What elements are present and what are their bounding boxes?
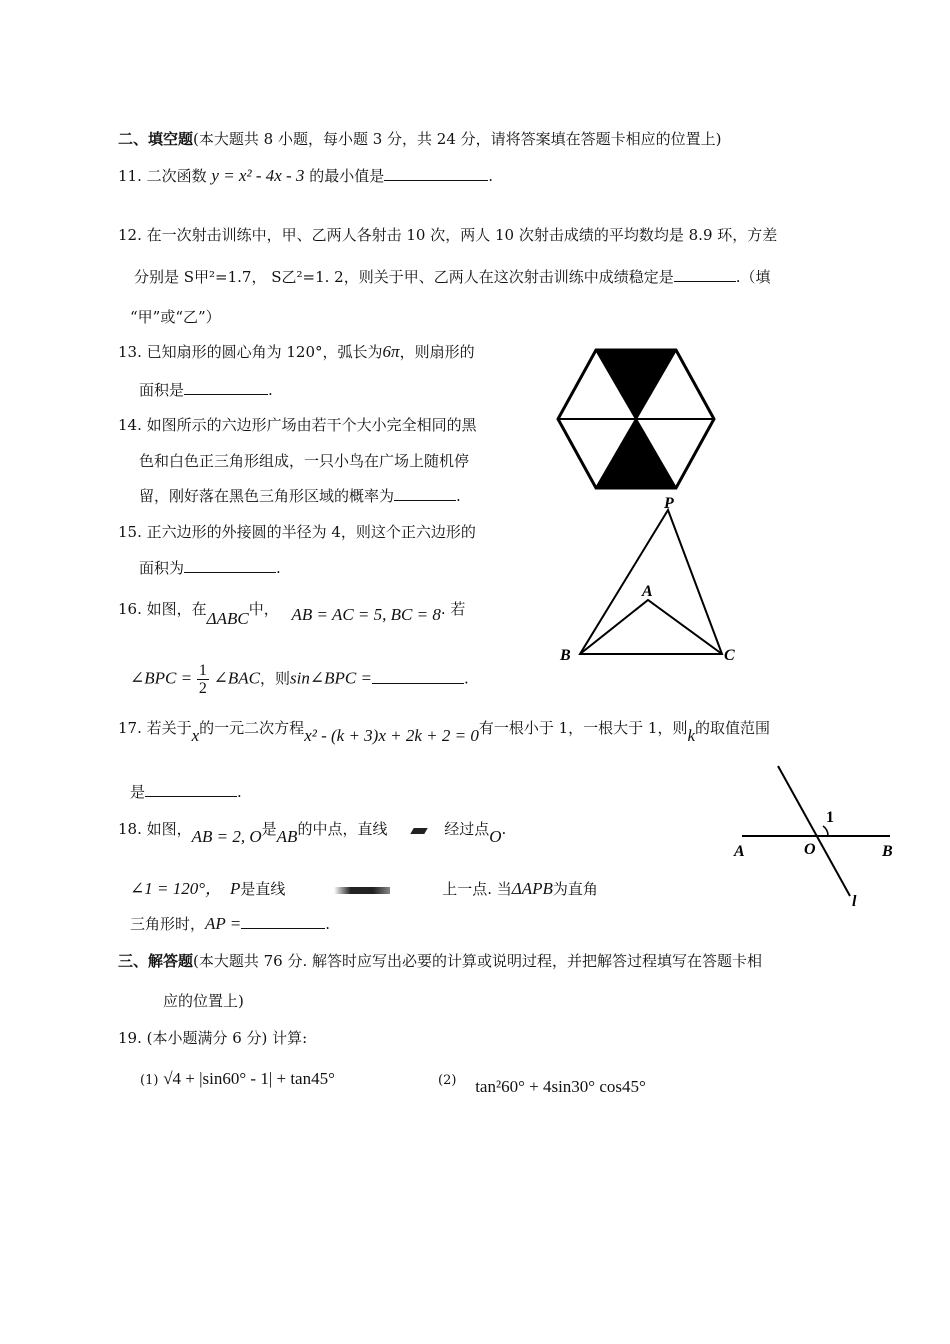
q16-line2 bbox=[130, 662, 469, 697]
line-figure bbox=[730, 760, 900, 910]
line-l bbox=[778, 766, 850, 896]
q16-condition: AB = AC = 5, BC = 8 bbox=[291, 605, 441, 624]
q17-var-x: x bbox=[191, 726, 200, 745]
q16-prefix: 16. 如图，在 bbox=[118, 600, 207, 618]
q13-arc: 6π bbox=[382, 342, 400, 361]
q13-line1-text: 13. 已知扇形的圆心角为 120°，弧长为 bbox=[118, 343, 383, 361]
q17-mid: 的一元二次方程 bbox=[199, 719, 305, 737]
q13-line2 bbox=[139, 379, 273, 401]
hex-black-triangle-top bbox=[596, 350, 676, 419]
section-2-line bbox=[118, 128, 722, 150]
label-angle-1: 1 bbox=[826, 809, 834, 826]
q16-mid: 中， bbox=[248, 600, 279, 618]
q15-line2-text: 面积为 bbox=[139, 559, 185, 577]
q18-line3-text: 三角形时， bbox=[130, 915, 206, 933]
label-line-l: l bbox=[852, 893, 857, 910]
section-3-desc1: (本大题共 76 分. 解答时应写出必要的计算或说明过程，并把解答过程填写在答题卡相 bbox=[193, 952, 763, 970]
q12-line2-end: .（填 bbox=[735, 268, 771, 286]
q18-answer-blank[interactable] bbox=[241, 914, 325, 929]
triangle-pbc bbox=[580, 510, 722, 654]
q18-point-p: P bbox=[230, 879, 241, 898]
q17-prefix: 17. 若关于 bbox=[118, 719, 192, 737]
q17-line1 bbox=[118, 717, 771, 745]
q16-line1 bbox=[118, 598, 466, 628]
hex-black-triangle-bottom bbox=[596, 419, 676, 488]
q11-end: . bbox=[488, 167, 494, 185]
q15-line2 bbox=[139, 557, 281, 579]
q18-on: 是直线 bbox=[240, 880, 286, 898]
q15-line1: 15. 正六边形的外接圆的半径为 4，则这个正六边形的 bbox=[118, 523, 476, 541]
label-b: B bbox=[560, 647, 571, 664]
q17-end: . bbox=[237, 783, 242, 801]
label-line-a: A bbox=[734, 843, 745, 860]
q19-part1 bbox=[140, 1068, 335, 1092]
line-l-glyph-icon-2 bbox=[334, 887, 390, 894]
section-3-desc2: 应的位置上) bbox=[163, 992, 244, 1010]
q13-answer-blank[interactable] bbox=[184, 380, 268, 395]
q14-line1: 14. 如图所示的六边形广场由若干个大小完全相同的黑 bbox=[118, 416, 477, 434]
q18-condition: AB = 2, O bbox=[191, 827, 262, 846]
q13-line1 bbox=[118, 341, 475, 363]
q18-point: 上一点. 当 bbox=[442, 880, 512, 898]
q17-line2 bbox=[130, 781, 242, 803]
q13-end: . bbox=[268, 381, 273, 399]
q19-part2 bbox=[438, 1068, 646, 1096]
section-2-heading: 二、填空题 bbox=[118, 130, 194, 148]
label-line-b: B bbox=[882, 843, 893, 860]
q14-line3-text: 留，刚好落在黑色三角形区域的概率为 bbox=[139, 487, 395, 505]
q11-suffix: 的最小值是 bbox=[309, 167, 385, 185]
q18-line3 bbox=[130, 913, 330, 935]
q16-end1: . 若 bbox=[440, 600, 466, 618]
q19-part2-label: (2) bbox=[438, 1073, 457, 1088]
q16-fraction-num: 1 bbox=[198, 662, 207, 679]
q16-triangle: ΔABC bbox=[206, 609, 249, 628]
q18-triangle: ΔAPB bbox=[511, 879, 553, 898]
q11-expr: y = x² - 4x - 3 bbox=[211, 166, 305, 185]
q18-right: 为直角 bbox=[552, 880, 598, 898]
q12-line3: “甲”或“乙”） bbox=[130, 308, 221, 326]
section-3-heading: 三、解答题 bbox=[118, 952, 194, 970]
q18-point-o: O bbox=[489, 827, 502, 846]
q18-angle: ∠1 = 120°， bbox=[130, 879, 223, 898]
q18-is: 是 bbox=[261, 820, 277, 838]
q16-then: ，则 bbox=[260, 669, 291, 688]
label-c: C bbox=[724, 647, 735, 664]
q18-ap: AP = bbox=[205, 914, 242, 933]
q12-line1: 12. 在一次射击训练中，甲、乙两人各射击 10 次，两人 10 次射击成绩的平均数均是 8.9 环，方差 bbox=[118, 226, 778, 244]
q14-line2: 色和白色正三角形组成，一只小鸟在广场上随机停 bbox=[139, 452, 470, 470]
q17-equation: x² - (k + 3)x + 2k + 2 = 0 bbox=[304, 726, 479, 745]
q19-part2-expr: tan²60° + 4sin30° cos45° bbox=[475, 1077, 646, 1096]
q11-prefix: 11. 二次函数 bbox=[118, 167, 207, 185]
q19-title: 19. (本小题满分 6 分) 计算: bbox=[118, 1029, 308, 1047]
angle-1-arc bbox=[823, 826, 828, 836]
q14-end: . bbox=[456, 487, 461, 505]
q14-answer-blank[interactable] bbox=[394, 486, 456, 501]
q18-mid: 的中点，直线 bbox=[297, 820, 388, 838]
q13-line2-text: 面积是 bbox=[139, 381, 185, 399]
q12-answer-blank[interactable] bbox=[674, 267, 736, 282]
q15-end: . bbox=[276, 559, 281, 577]
q16-angle-left: ∠BPC = bbox=[130, 668, 193, 688]
q18-line1: 18. 如图，AB = 2, O是AB的中点，直线 经过点O. bbox=[118, 820, 507, 846]
q12-line2-text: 分别是 S甲²=1.7， S乙²=1. 2，则关于甲、乙两人在这次射击训练中成绩稳定是 bbox=[134, 268, 674, 286]
line-l-glyph-icon bbox=[411, 828, 428, 834]
label-line-o: O bbox=[804, 841, 816, 858]
q16-end: . bbox=[463, 669, 469, 688]
q19-part1-label: (1) bbox=[140, 1073, 159, 1088]
label-p: P bbox=[664, 495, 674, 512]
q16-fraction bbox=[197, 662, 209, 697]
q19-part1-expr: √4 + |sin60° - 1| + tan45° bbox=[163, 1069, 335, 1088]
q18-line2 bbox=[130, 878, 598, 900]
q18-end: . bbox=[325, 915, 330, 933]
q11 bbox=[118, 165, 493, 187]
q15-answer-blank[interactable] bbox=[184, 558, 276, 573]
triangle-abc-sides bbox=[580, 600, 722, 654]
q16-sin: sin∠BPC = bbox=[290, 668, 372, 688]
q18-ab: AB bbox=[276, 827, 298, 846]
q14-line3 bbox=[139, 485, 461, 507]
section-3-line bbox=[118, 950, 762, 972]
q16-angle-right: ∠BAC bbox=[213, 668, 260, 688]
q17-line2-text: 是 bbox=[130, 783, 146, 801]
q17-tail: 的取值范围 bbox=[695, 719, 771, 737]
q17-condition: 有一根小于 1，一根大于 1，则 bbox=[478, 719, 688, 737]
q17-var-k: k bbox=[687, 726, 696, 745]
q16-answer-blank[interactable] bbox=[372, 669, 464, 684]
q17-answer-blank[interactable] bbox=[145, 782, 237, 797]
hexagon-figure bbox=[556, 346, 718, 492]
q16-fraction-den: 2 bbox=[198, 680, 207, 697]
q11-answer-blank[interactable] bbox=[384, 166, 488, 181]
q13-line1-end: ，则扇形的 bbox=[399, 343, 475, 361]
q18-prefix: 18. 如图， bbox=[118, 820, 192, 838]
label-a: A bbox=[642, 583, 653, 600]
section-2-desc: (本大题共 8 小题，每小题 3 分，共 24 分，请将答案填在答题卡相应的位置上) bbox=[193, 130, 722, 148]
triangle-figure bbox=[556, 494, 746, 670]
q18-pass: 经过点 bbox=[444, 820, 490, 838]
q12-line2 bbox=[134, 266, 771, 288]
